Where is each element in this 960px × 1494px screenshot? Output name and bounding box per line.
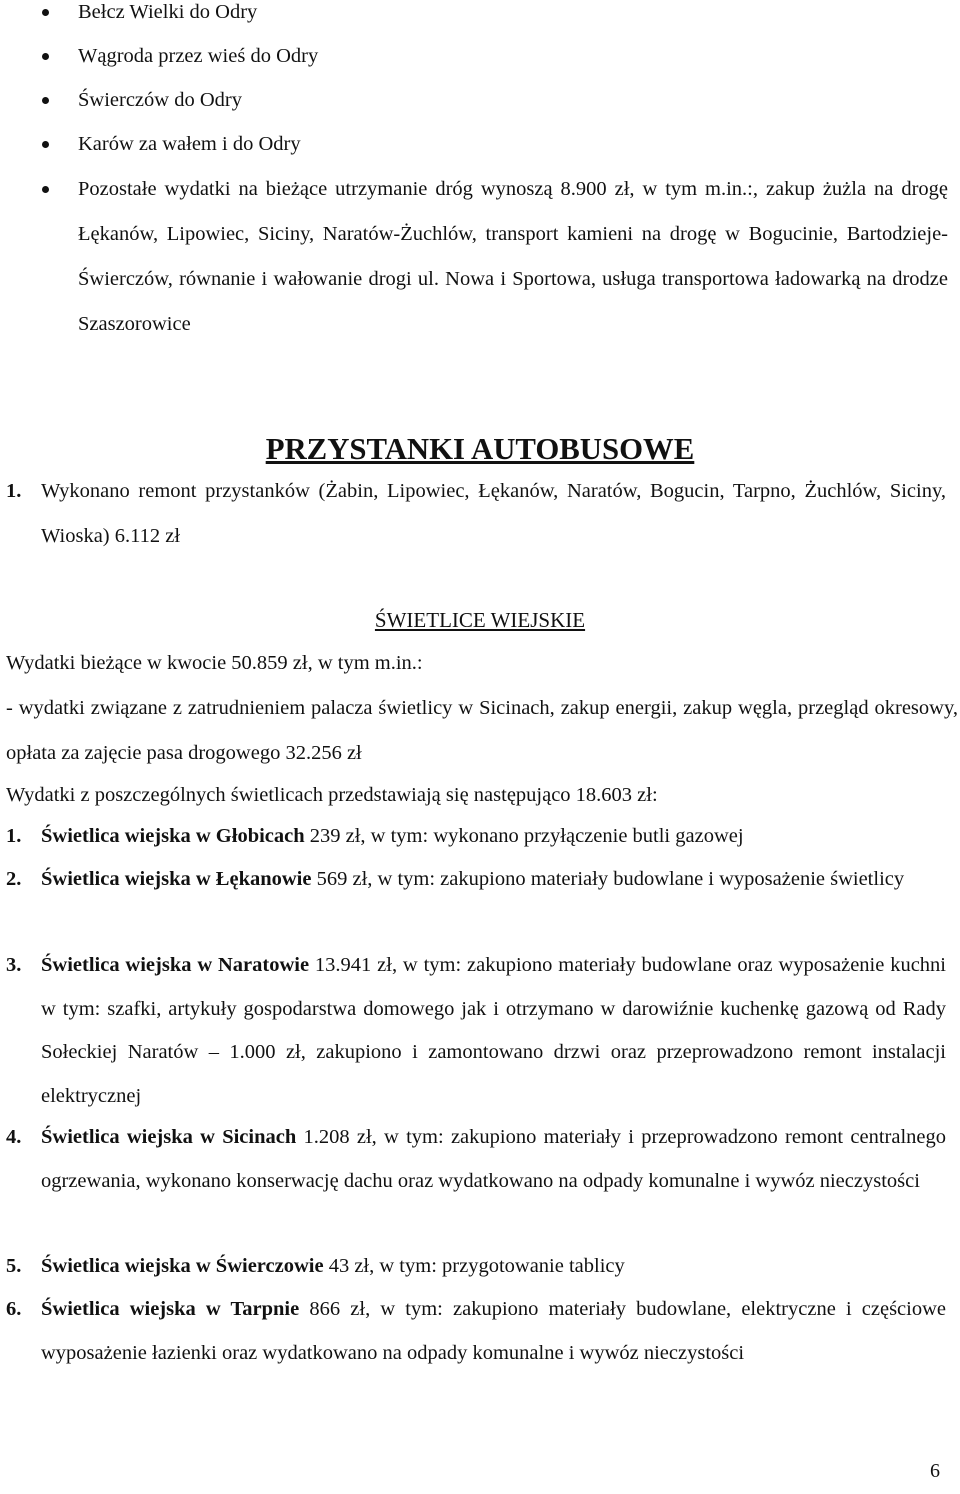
item-number: 5. <box>6 1255 22 1277</box>
hall-details: 13.941 zł, w tym: zakupiono materiały budowlane oraz wyposażenie kuchni w tym: szafki, artykuły gospodarstwa domowego jak i otrzymano w darowiźnie kuchenkę gazową od Rady Sołeckiej Naratów – 1.000 zł, zakupiono i zamontowano drzwi oraz przeprowadzono remont instalacji elektrycznej <box>41 954 946 1107</box>
section-heading-bus-stops: PRZYSTANKI AUTOBUSOWE <box>265 432 695 466</box>
hall-details: 1.208 zł, w tym: zakupiono materiały i przeprowadzono remont centralnego ogrzewania, wykonano konserwację dachu oraz wydatkowano na odpady komunalne i wywóz nieczystości <box>41 1126 946 1192</box>
item-number: 6. <box>6 1298 22 1320</box>
hall-details: 866 zł, w tym: zakupiono materiały budowlane, elektryczne i częściowe wyposażenie łazienki oraz wydatkowano na odpady komunalne i wywóz nieczystości <box>41 1298 947 1364</box>
hall-name: Świetlica wiejska w Świerczowie <box>41 1255 324 1277</box>
item-text <box>41 1116 946 1203</box>
item-number: 3. <box>6 954 22 976</box>
item-text <box>41 1288 946 1375</box>
hall-name: Świetlica wiejska w Naratowie <box>41 954 310 976</box>
item-number: 4. <box>6 1126 22 1148</box>
item-text <box>41 944 946 1118</box>
paragraph-individual-halls: Wydatki z poszczególnych świetlicach przedstawiają się następująco 18.603 zł: <box>6 784 658 806</box>
list-item: Wągroda przez wieś do Odry <box>78 34 948 79</box>
list-item: Karów za wałem i do Odry <box>78 122 948 167</box>
hall-name: Świetlica wiejska w Łękanowie <box>41 868 312 890</box>
hall-name: Świetlica wiejska w Głobicach <box>41 825 305 847</box>
item-text <box>41 858 946 902</box>
page-number: 6 <box>930 1460 940 1482</box>
hall-details: 569 zł, w tym: zakupiono materiały budowlane i wyposażenie świetlicy <box>311 868 905 890</box>
hall-name: Świetlica wiejska w Tarpnie <box>41 1298 300 1320</box>
section-heading-village-halls: ŚWIETLICE WIEJSKIE <box>374 608 586 632</box>
paragraph-current-expenses: Wydatki bieżące w kwocie 50.859 zł, w tym m.in.: <box>6 652 423 674</box>
item-number: 1. <box>6 480 22 502</box>
item-number: 2. <box>6 868 22 890</box>
item-text <box>41 1245 946 1289</box>
hall-details: 43 zł, w tym: przygotowanie tablicy <box>323 1255 625 1277</box>
hall-details: 239 zł, w tym: wykonano przyłączenie butli gazowej <box>304 825 744 847</box>
list-item: Bełcz Wielki do Odry <box>78 0 948 35</box>
item-text <box>41 815 946 859</box>
paragraph-heater-expenses: - wydatki związane z zatrudnieniem palacza świetlicy w Sicinach, zakup energii, zakup węgla, przegląd okresowy, opłata za zajęcie pasa drogowego 32.256 zł <box>6 697 958 764</box>
list-item: Pozostałe wydatki na bieżące utrzymanie dróg wynoszą 8.900 zł, w tym m.in.:, zakup żużla na drogę Łękanów, Lipowiec, Siciny, Naratów-Żuchlów, transport kamieni na drogę w Bogucinie, Bartodzieje-Świerczów, równanie i wałowanie drogi ul. Nowa i Sportowa, usługa transportowa ładowarką na drodze Szaszorowice <box>78 167 948 347</box>
item-text: Wykonano remont przystanków (Żabin, Lipowiec, Łękanów, Naratów, Bogucin, Tarpno, Żuchlów, Siciny, Wioska) 6.112 zł <box>41 480 946 547</box>
item-number: 1. <box>6 825 22 847</box>
list-item: Świerczów do Odry <box>78 78 948 123</box>
hall-name: Świetlica wiejska w Sicinach <box>41 1126 297 1148</box>
